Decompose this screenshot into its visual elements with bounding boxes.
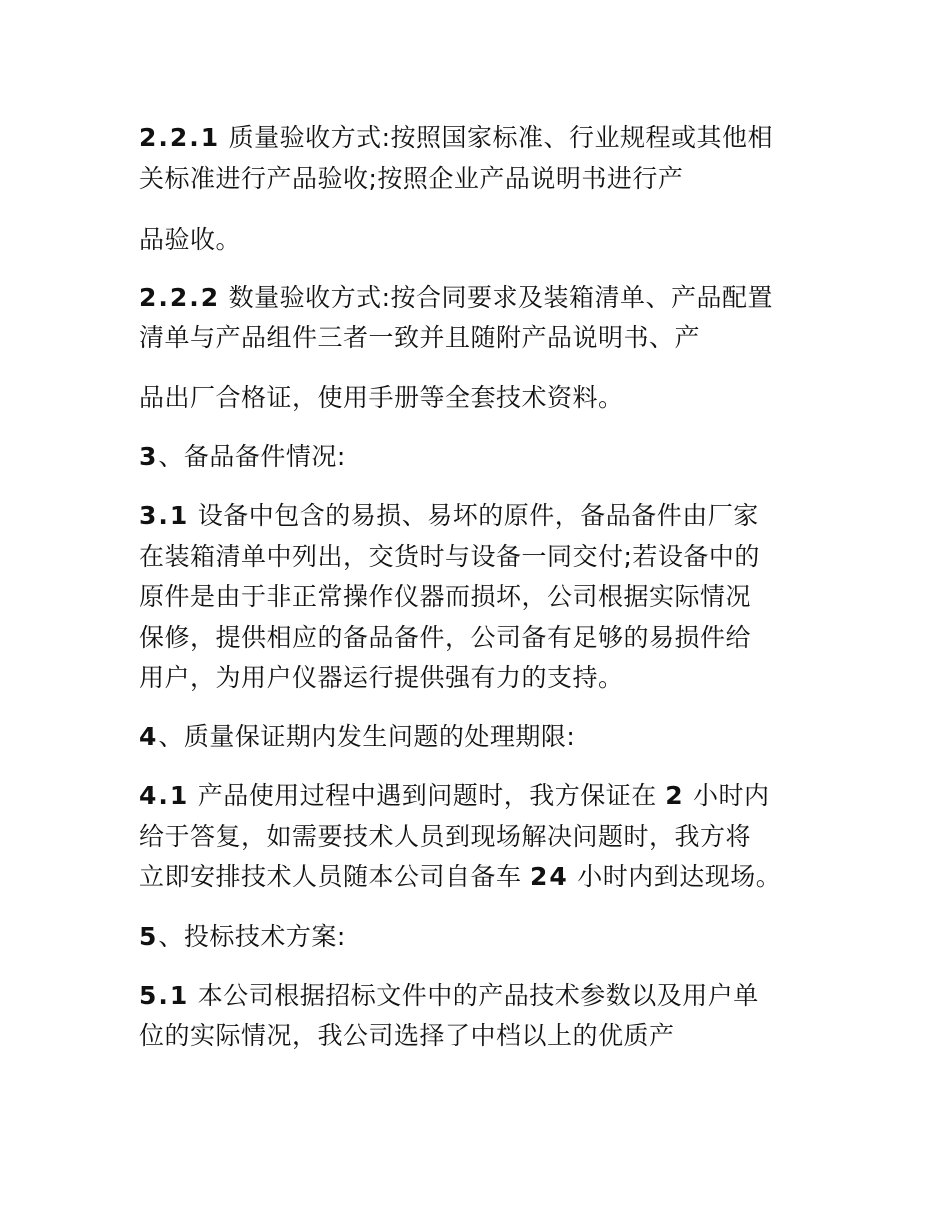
line-text: 位的实际情况，我公司选择了中档以上的优质产 [139,1021,675,1050]
text-line [139,225,241,255]
line-text: 关标准进行产品验收;按照企业产品说明书进行产 [139,164,684,193]
text-line [139,781,770,811]
line-text: 、投标技术方案: [158,922,346,951]
section-number: 2.2.1 [139,123,221,152]
line-text: 产品使用过程中遇到问题时，我方保证在 [189,781,666,810]
section-heading [139,722,575,752]
text-line [139,542,760,572]
section-number: 5.1 [139,981,190,1010]
text-line [139,383,624,413]
line-text: 小时内到达现场。 [568,862,782,891]
line-text: 清单与产品组件三者一致并且随附产品说明书、产 [139,323,701,352]
text-line [139,164,683,194]
text-line [139,862,781,892]
section-heading [139,922,346,952]
line-text: 、备品备件情况: [158,442,346,471]
section-number: 3 [139,442,159,471]
line-text: 品出厂合格证，使用手册等全套技术资料。 [139,383,624,412]
section-heading [139,442,346,472]
line-text: 数量验收方式:按合同要求及装箱清单、产品配置 [220,283,774,312]
line-text: 设备中包含的易损、易坏的原件，备品备件由厂家 [189,501,759,530]
line-text: 质量验收方式:按照国家标准、行业规程或其他相 [220,123,774,152]
line-text: 给于答复，如需要技术人员到现场解决问题时，我方将 [139,822,752,851]
section-number: 5 [139,922,159,951]
section-number: 4.1 [139,781,190,810]
text-line [139,323,700,353]
line-text: 品验收。 [139,225,242,254]
text-line [139,501,759,531]
text-line [139,1021,675,1051]
line-text: 、质量保证期内发生问题的处理期限: [158,722,576,751]
text-line [139,283,773,313]
section-number: 3.1 [139,501,190,530]
line-text: 立即安排技术人员随本公司自备车 [139,862,530,891]
text-line [139,582,751,612]
line-text: 原件是由于非正常操作仪器而损坏，公司根据实际情况 [139,582,752,611]
section-number: 2.2.2 [139,283,221,312]
line-text: 本公司根据招标文件中的产品技术参数以及用户单 [189,981,759,1010]
text-line [139,123,773,153]
inline-number: 24 [529,862,569,891]
text-line [139,822,751,852]
section-number: 4 [139,722,159,751]
line-text: 在装箱清单中列出，交货时与设备一同交付;若设备中的 [139,542,760,571]
text-line [139,623,751,653]
line-text: 小时内 [684,781,770,810]
inline-number: 2 [665,781,685,810]
line-text: 用户，为用户仪器运行提供强有力的支持。 [139,663,624,692]
text-line [139,981,759,1011]
text-line [139,663,624,693]
line-text: 保修，提供相应的备品备件，公司备有足够的易损件给 [139,623,752,652]
